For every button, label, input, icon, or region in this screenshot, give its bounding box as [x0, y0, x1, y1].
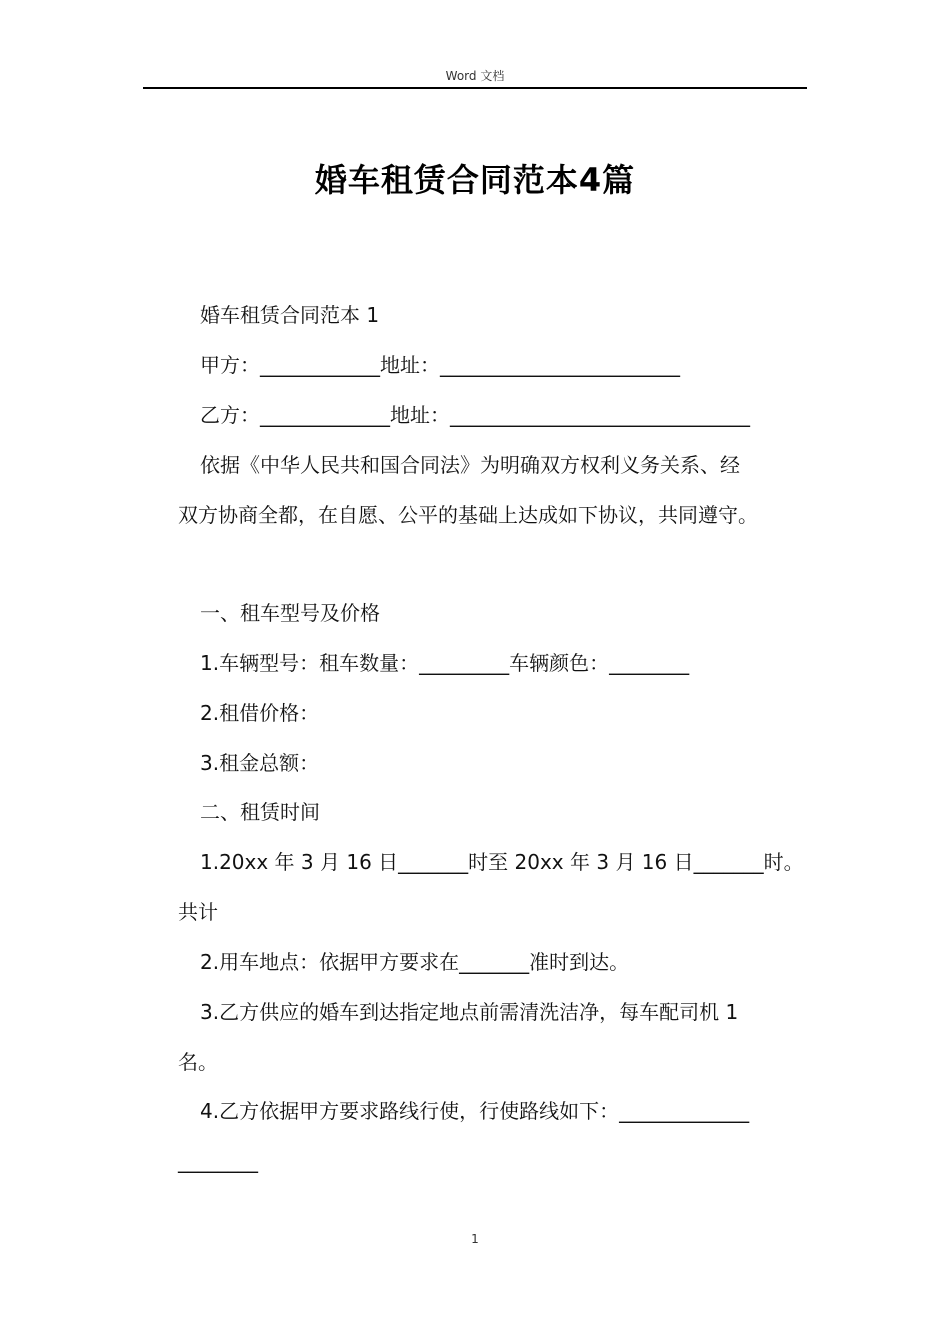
rental-total-line: 3.租金总额：	[200, 751, 320, 775]
preamble-line-2: 双方协商全都，在自愿、公平的基础上达成如下协议，共同遵守。	[178, 503, 758, 527]
pickup-location-line: 2.用车地点：依据甲方要求在_______准时到达。	[200, 950, 630, 974]
rental-time-line: 1.20xx 年 3 月 16 日_______时至 20xx 年 3 月 16 日_______时。	[200, 850, 804, 874]
section-heading-contract-1: 婚车租赁合同范本 1	[200, 303, 380, 327]
page-number: 1	[471, 1232, 479, 1246]
cleaning-driver-line-1: 3.乙方供应的婚车到达指定地点前需清洗洁净，每车配司机 1	[200, 1000, 739, 1024]
document-title: 婚车租赁合同范本4篇	[314, 161, 636, 199]
section-heading-vehicle: 一、租车型号及价格	[200, 601, 380, 625]
cleaning-driver-line-2: 名。	[178, 1050, 218, 1074]
preamble-line-1: 依据《中华人民共和国合同法》为明确双方权利义务关系、经	[200, 453, 740, 477]
route-line-1: 4.乙方依据甲方要求路线行使，行使路线如下：_____________	[200, 1099, 750, 1123]
party-b-line: 乙方：_____________地址：______________________________	[200, 403, 750, 427]
rental-time-total-line: 共计	[178, 900, 218, 924]
route-line-2: ________	[178, 1149, 258, 1173]
section-heading-time: 二、租赁时间	[200, 800, 320, 824]
party-a-line: 甲方：____________地址：________________________	[200, 353, 680, 377]
rental-price-line: 2.租借价格：	[200, 701, 320, 725]
header-divider	[143, 87, 807, 89]
vehicle-model-line: 1.车辆型号：租车数量：_________车辆颜色：________	[200, 651, 690, 675]
header-label: Word 文档	[445, 69, 505, 83]
